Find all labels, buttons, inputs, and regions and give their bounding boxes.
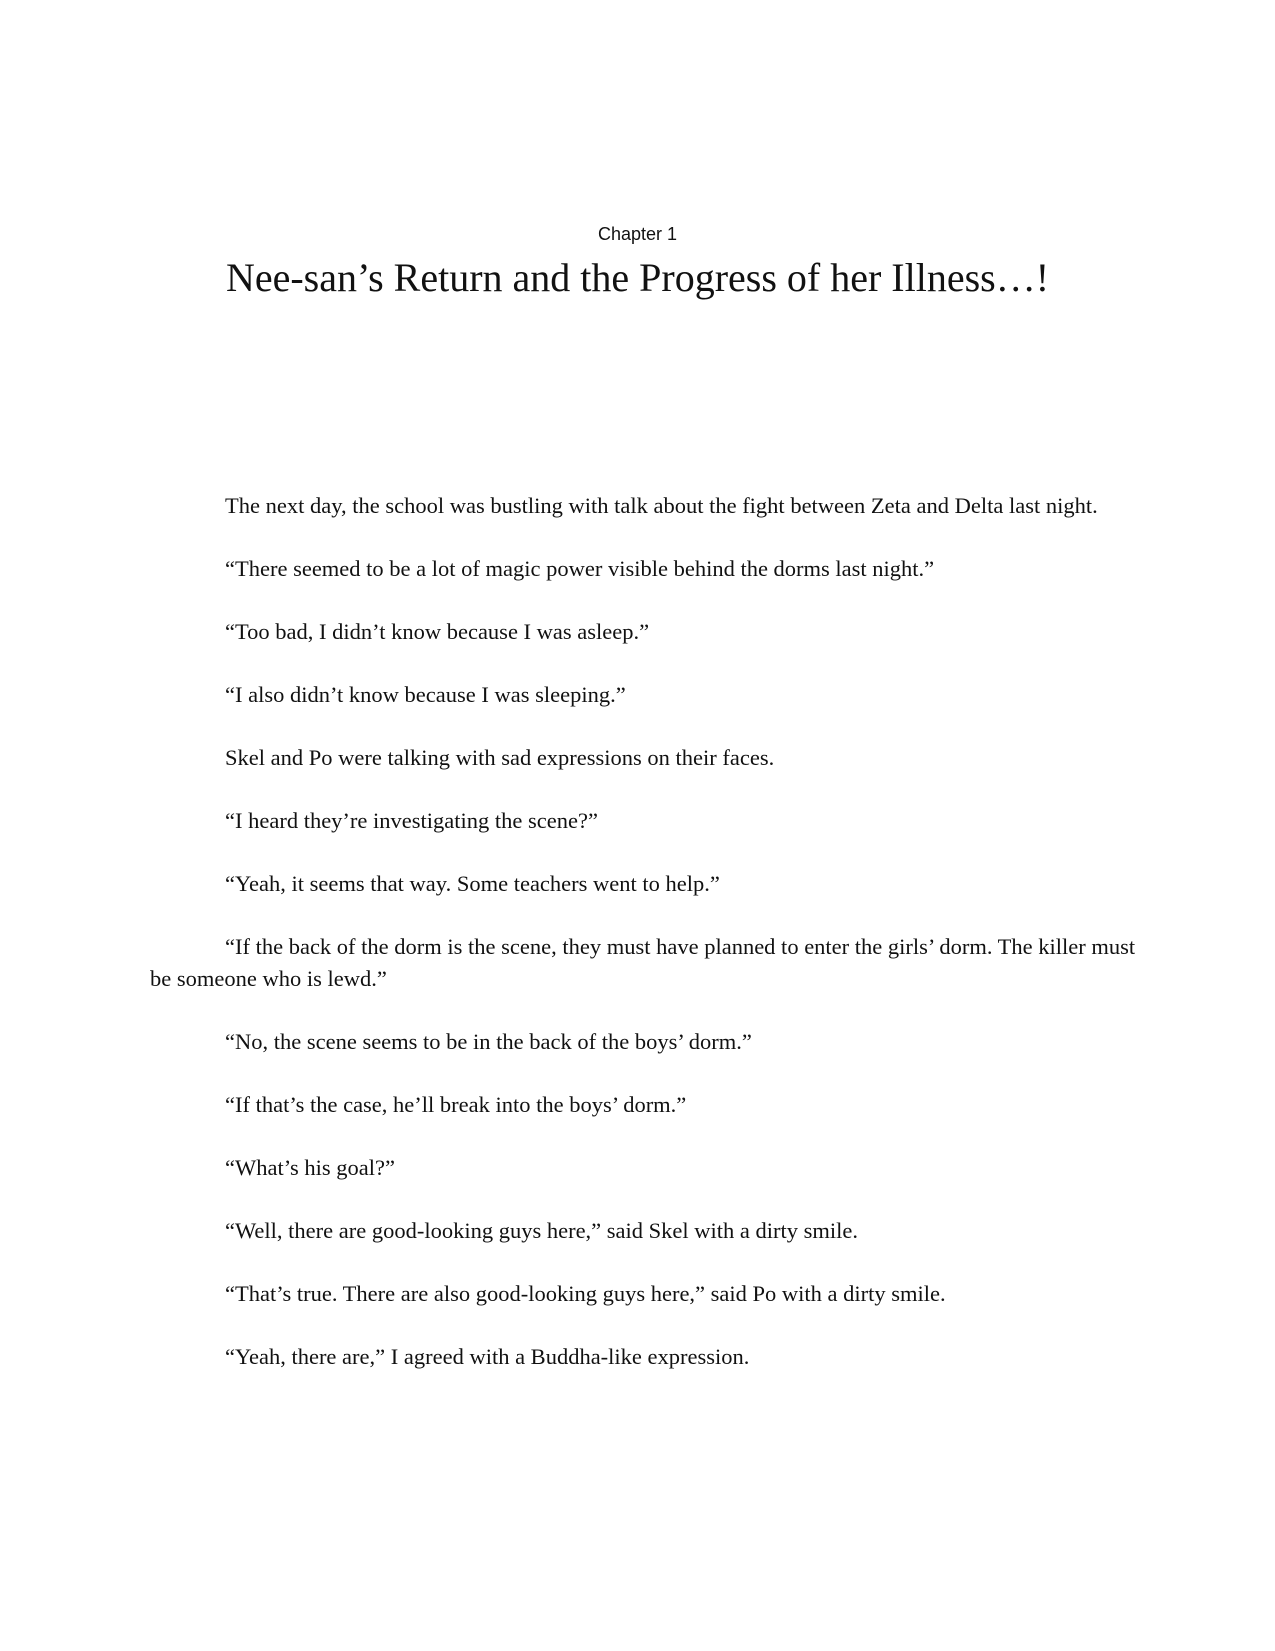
paragraph: “Yeah, there are,” I agreed with a Buddha-like expression.: [225, 1344, 750, 1369]
paragraph: “I also didn’t know because I was sleeping.”: [225, 682, 626, 707]
paragraph: “I heard they’re investigating the scene?”: [225, 808, 598, 833]
paragraph: “If the back of the dorm is the scene, they must have planned to enter the girls’ dorm. The killer must be someone who is lewd.”: [150, 934, 1136, 991]
paragraph: “There seemed to be a lot of magic power visible behind the dorms last night.”: [225, 556, 935, 581]
chapter-title: Nee-san’s Return and the Progress of her Illness…!: [225, 255, 1050, 300]
paragraph: “Yeah, it seems that way. Some teachers went to help.”: [225, 871, 720, 896]
paragraph: Skel and Po were talking with sad expressions on their faces.: [225, 745, 775, 770]
paragraph: “Too bad, I didn’t know because I was asleep.”: [225, 619, 650, 644]
chapter-label: Chapter 1: [597, 224, 678, 244]
paragraph: The next day, the school was bustling with talk about the fight between Zeta and Delta last night.: [225, 493, 1098, 518]
paragraph: “If that’s the case, he’ll break into the boys’ dorm.”: [225, 1092, 687, 1117]
body-text: [150, 490, 1136, 1404]
paragraph: “What’s his goal?”: [225, 1155, 395, 1180]
paragraph: “Well, there are good-looking guys here,” said Skel with a dirty smile.: [225, 1218, 859, 1243]
paragraph: “That’s true. There are also good-looking guys here,” said Po with a dirty smile.: [225, 1281, 946, 1306]
paragraph: “No, the scene seems to be in the back of the boys’ dorm.”: [225, 1029, 752, 1054]
